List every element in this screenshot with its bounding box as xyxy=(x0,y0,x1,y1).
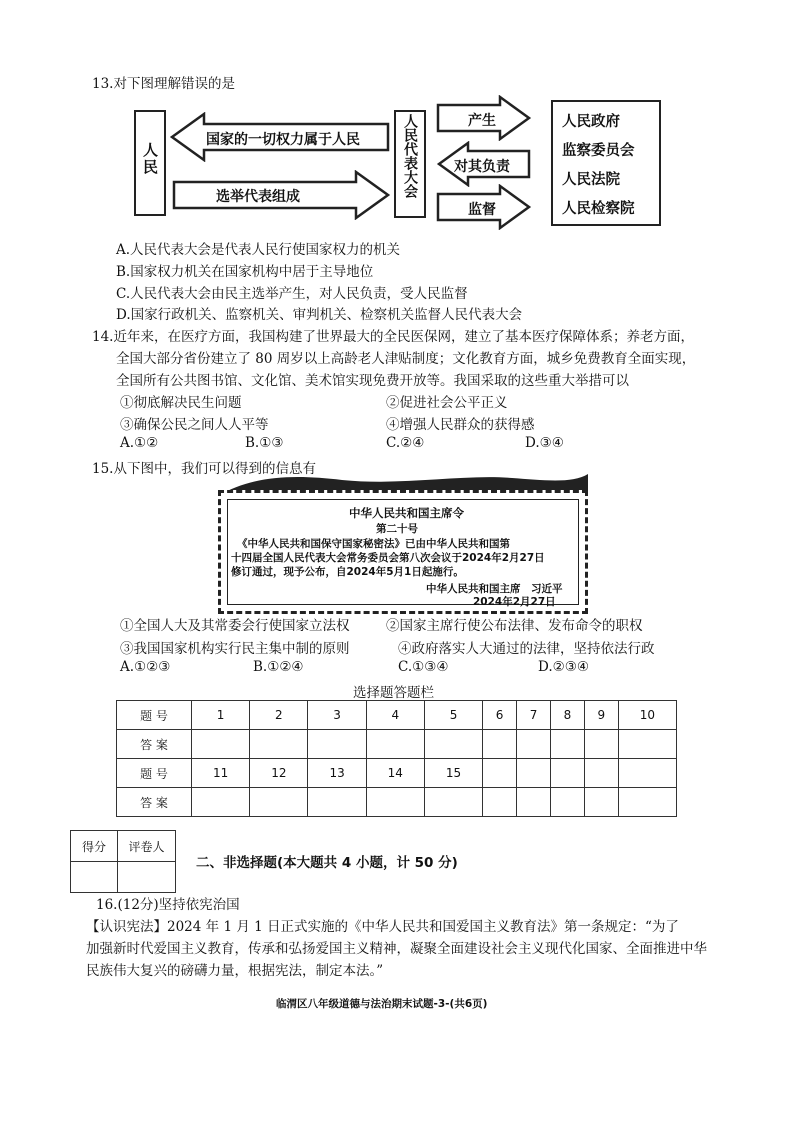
q13-option-c: C.人民代表大会由民主选举产生，对人民负责，受人民监督 xyxy=(116,286,468,302)
q-number-cell: 6 xyxy=(483,701,517,730)
notice-number: 第二十号 xyxy=(376,523,418,535)
q-number-cell xyxy=(550,759,584,788)
grader-cell[interactable] xyxy=(118,862,176,893)
answer-cell[interactable] xyxy=(618,730,676,759)
answer-cell[interactable] xyxy=(618,788,676,817)
answer-cell[interactable] xyxy=(483,730,517,759)
answer-cell[interactable] xyxy=(424,730,482,759)
answer-cell[interactable] xyxy=(584,730,618,759)
q-number-cell: 8 xyxy=(550,701,584,730)
notice-body-line1: 《中华人民共和国保守国家秘密法》已由中华人民共和国第 xyxy=(237,538,510,550)
organ-court: 人民法院 xyxy=(562,172,620,188)
notice-date: 2024年2月27日 xyxy=(473,596,556,608)
q15-stem: 15.从下图中，我们可以得到的信息有 xyxy=(92,461,316,477)
q-number-cell: 11 xyxy=(192,759,250,788)
q15-item-4: ④政府落实人大通过的法律，坚持依法行政 xyxy=(398,641,655,657)
answer-cell[interactable] xyxy=(308,788,366,817)
q-number-cell: 13 xyxy=(308,759,366,788)
row-label-answer: 答 案 xyxy=(117,730,192,759)
q-number-cell: 10 xyxy=(618,701,676,730)
arrow-produce-label: 产生 xyxy=(468,113,496,129)
notice-signature: 中华人民共和国主席 习近平 xyxy=(426,583,563,595)
score-table xyxy=(70,830,176,893)
q-number-cell: 2 xyxy=(250,701,308,730)
answer-cell[interactable] xyxy=(483,788,517,817)
q15-choice-b: B.①②④ xyxy=(253,659,304,675)
q15-item-1: ①全国人大及其常委会行使国家立法权 xyxy=(120,618,350,634)
row-label-number: 题 号 xyxy=(117,701,192,730)
table-row xyxy=(117,701,677,730)
q14-stem-line1: 14.近年来，在医疗方面，我国构建了世界最大的全民医保网，建立了基本医疗保障体系；养老方面， xyxy=(92,329,694,345)
q-number-cell: 9 xyxy=(584,701,618,730)
row-label-answer: 答 案 xyxy=(117,788,192,817)
q15-choice-a: A.①②③ xyxy=(120,659,171,675)
notice-body-line2: 十四届全国人民代表大会常务委员会第八次会议于2024年2月27日 xyxy=(231,552,545,564)
arrow-left-label: 国家的一切权力属于人民 xyxy=(206,132,360,148)
table-row xyxy=(117,788,677,817)
arrow-supervise-label: 监督 xyxy=(468,202,496,218)
presidential-order-notice xyxy=(218,490,588,614)
q16-line2: 加强新时代爱国主义教育，传承和弘扬爱国主义精神，凝聚全面建设社会主义现代化国家、全面推进中华 xyxy=(86,941,707,957)
q13-option-a: A.人民代表大会是代表人民行使国家权力的机关 xyxy=(116,242,401,258)
organs-box xyxy=(551,100,661,226)
answer-cell[interactable] xyxy=(308,730,366,759)
people-box xyxy=(134,110,166,216)
q14-item-4: ④增强人民群众的获得感 xyxy=(386,417,535,433)
q14-stem-line3: 全国所有公共图书馆、文化馆、美术馆实现免费开放等。我国采取的这些重大举措可以 xyxy=(116,373,629,389)
q14-item-3: ③确保公民之间人人平等 xyxy=(120,417,269,433)
answer-cell[interactable] xyxy=(366,788,424,817)
q15-choice-d: D.②③④ xyxy=(538,659,589,675)
q-number-cell xyxy=(584,759,618,788)
q13-stem: 13.对下图理解错误的是 xyxy=(92,76,235,92)
q14-choice-a: A.①② xyxy=(120,435,159,451)
q13-option-b: B.国家权力机关在国家机构中居于主导地位 xyxy=(116,264,374,280)
congress-label: 人民代表大会 xyxy=(402,114,418,198)
q16-stem: 16.(12分)坚持依宪治国 xyxy=(96,897,240,913)
q15-item-3: ③我国国家机构实行民主集中制的原则 xyxy=(120,641,350,657)
answer-cell[interactable] xyxy=(517,788,551,817)
q-number-cell xyxy=(517,759,551,788)
q14-choice-b: B.①③ xyxy=(245,435,284,451)
q-number-cell: 15 xyxy=(424,759,482,788)
notice-title: 中华人民共和国主席令 xyxy=(349,506,464,520)
section2-title: 二、非选择题(本大题共 4 小题，计 50 分) xyxy=(196,855,458,871)
arrow-right-label: 选举代表组成 xyxy=(216,189,300,205)
answer-cell[interactable] xyxy=(192,788,250,817)
q-number-cell: 12 xyxy=(250,759,308,788)
answer-cell[interactable] xyxy=(250,788,308,817)
organ-government: 人民政府 xyxy=(562,114,620,130)
answer-cell[interactable] xyxy=(250,730,308,759)
q-number-cell: 14 xyxy=(366,759,424,788)
q14-item-1: ①彻底解决民生问题 xyxy=(120,395,242,411)
row-label-number: 题 号 xyxy=(117,759,192,788)
answer-cell[interactable] xyxy=(424,788,482,817)
table-row xyxy=(117,759,677,788)
q-number-cell: 1 xyxy=(192,701,250,730)
q13-option-d: D.国家行政机关、监察机关、审判机关、检察机关监督人民代表大会 xyxy=(116,307,523,323)
q-number-cell: 7 xyxy=(517,701,551,730)
answer-cell[interactable] xyxy=(550,730,584,759)
answer-table-title: 选择题答题栏 xyxy=(353,685,434,701)
q15-item-2: ②国家主席行使公布法律、发布命令的职权 xyxy=(386,618,643,634)
page-footer: 临渭区八年级道德与法治期末试题-3-(共6页) xyxy=(276,998,488,1010)
arrow-responsible-label: 对其负责 xyxy=(454,159,510,175)
q16-line3: 民族伟大复兴的磅礴力量，根据宪法，制定本法。” xyxy=(86,963,384,979)
q-number-cell: 4 xyxy=(366,701,424,730)
q-number-cell xyxy=(483,759,517,788)
q-number-cell: 3 xyxy=(308,701,366,730)
organ-supervisory: 监察委员会 xyxy=(562,143,635,159)
answer-cell[interactable] xyxy=(192,730,250,759)
grader-label: 评卷人 xyxy=(118,831,176,862)
q14-stem-line2: 全国大部分省份建立了 80 周岁以上高龄老人津贴制度；文化教育方面，城乡免费教育全面实现， xyxy=(116,351,696,367)
answer-table xyxy=(116,700,677,817)
q14-choice-d: D.③④ xyxy=(525,435,564,451)
answer-cell[interactable] xyxy=(550,788,584,817)
q15-choice-c: C.①③④ xyxy=(398,659,449,675)
answer-cell[interactable] xyxy=(517,730,551,759)
score-cell[interactable] xyxy=(71,862,118,893)
q16-line1: 【认识宪法】2024 年 1 月 1 日正式实施的《中华人民共和国爱国主义教育法》第一条规定：“为了 xyxy=(86,919,679,935)
score-label: 得分 xyxy=(71,831,118,862)
answer-cell[interactable] xyxy=(584,788,618,817)
organ-procuratorate: 人民检察院 xyxy=(562,201,635,217)
people-label: 人民 xyxy=(141,142,159,176)
notice-body-line3: 修订通过，现予公布，自2024年5月1日起施行。 xyxy=(231,566,464,578)
q-number-cell: 5 xyxy=(424,701,482,730)
answer-cell[interactable] xyxy=(366,730,424,759)
q14-item-2: ②促进社会公平正义 xyxy=(386,395,508,411)
q14-choice-c: C.②④ xyxy=(386,435,425,451)
q-number-cell xyxy=(618,759,676,788)
table-row xyxy=(117,730,677,759)
congress-box xyxy=(394,110,426,218)
